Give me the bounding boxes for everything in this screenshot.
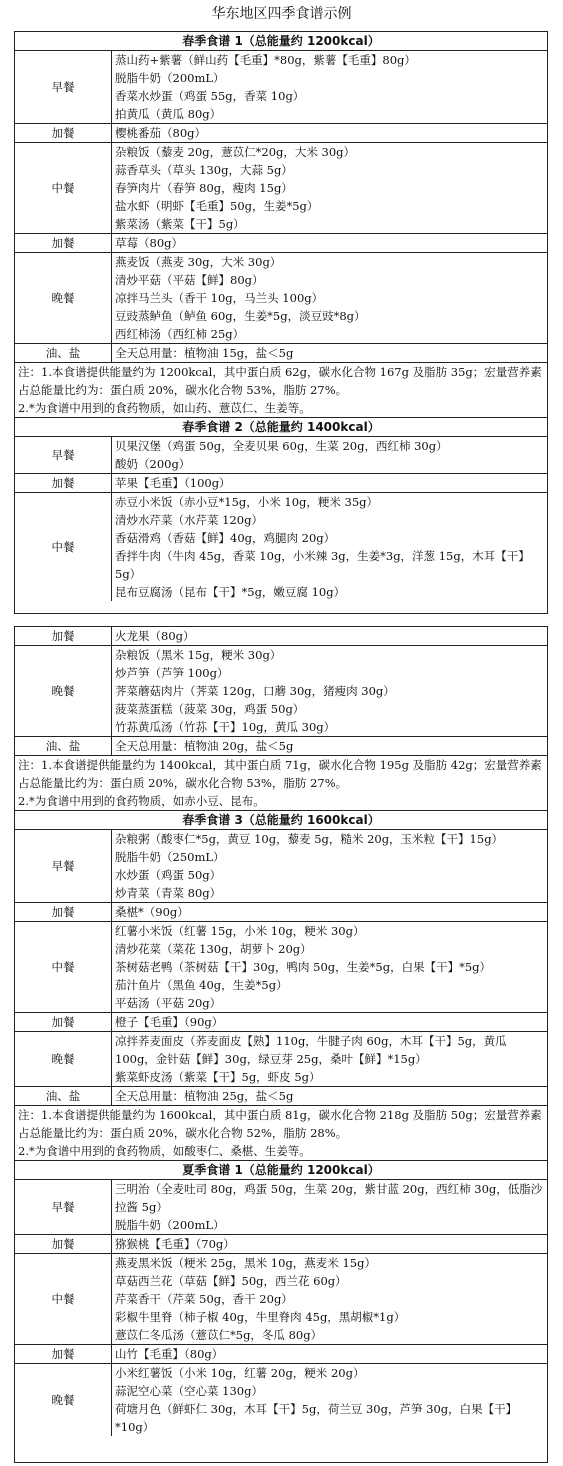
meal-items: [112, 903, 547, 921]
meal-item: 荠菜蘑菇肉片（荠菜 120g，口蘑 30g，猪瘦肉 30g）: [115, 684, 395, 698]
meal-label: 加餐: [15, 627, 112, 645]
meal-item: 昆布豆腐汤（昆布【干】*5g，嫩豆腐 10g）: [115, 585, 346, 599]
meal-row-lunch: [15, 492, 547, 601]
meal-item: 杂粮饭（藜麦 20g，薏苡仁*20g，大米 30g）: [115, 145, 356, 159]
note-line: 注：1.本食谱提供能量约为 1600kcal，其中蛋白质 81g，碳水化合物 218g 及脂肪 50g；宏量营养素占总能量比约为：蛋白质 20%，碳水化合物 52%，脂肪 28%。: [18, 1108, 542, 1140]
meal-item: 蒸山药+紫薯（鲜山药【毛重】*80g，紫薯【毛重】80g）: [115, 53, 416, 67]
section-header-spring2: 春季食谱 2（总能量约 1400kcal）: [15, 417, 547, 436]
meal-items: [112, 1254, 547, 1344]
meal-row-snack: [15, 902, 547, 921]
meal-items: [112, 474, 547, 492]
meal-item: 火龙果（80g）: [115, 629, 195, 643]
meal-label: 加餐: [15, 1013, 112, 1031]
meal-item: 全天总用量：植物油 20g，盐＜5g: [115, 739, 294, 753]
page-title: 华东地区四季食谱示例: [211, 6, 352, 22]
meal-item: 彩椒牛里脊（柿子椒 40g，牛里脊肉 45g，黑胡椒*1g）: [115, 1310, 406, 1324]
meal-label: 加餐: [15, 474, 112, 492]
meal-label: 油、盐: [15, 1087, 112, 1105]
meal-row-snack: [15, 1344, 547, 1363]
meal-row-breakfast: [15, 1179, 547, 1234]
meal-items: [112, 344, 547, 362]
meal-item: 西红柿汤（西红柿 25g）: [115, 327, 245, 341]
meal-items: [112, 1235, 547, 1253]
meal-label: 加餐: [15, 1345, 112, 1363]
meal-item: 贝果汉堡（鸡蛋 50g，全麦贝果 60g，生菜 20g，西红柿 30g）: [115, 439, 448, 453]
meal-item: 荷塘月色（鲜虾仁 30g，木耳【干】5g，荷兰豆 30g，芦笋 30g，白果【干】*10g）: [115, 1402, 518, 1434]
meal-row-snack: [15, 627, 547, 645]
meal-items: [112, 646, 547, 736]
meal-label: 中餐: [15, 1254, 112, 1344]
meal-item: 全天总用量：植物油 25g，盐＜5g: [115, 1089, 294, 1103]
meal-label: 加餐: [15, 903, 112, 921]
meal-items: [112, 51, 547, 123]
menu-table-part-1: [14, 31, 548, 614]
meal-item: 三明治（全麦吐司 80g，鸡蛋 50g，生菜 20g，紫甘蓝 20g，西红柿 30g，低脂沙拉酱 5g）: [115, 1182, 543, 1214]
meal-row-breakfast: [15, 50, 547, 123]
meal-items: [112, 737, 547, 755]
meal-label: 晚餐: [15, 1032, 112, 1086]
meal-item: 杂粮粥（酸枣仁*5g，黄豆 10g，藜麦 5g，糙米 20g，玉米粒【干】15g）: [115, 832, 504, 846]
meal-item: 山竹【毛重】（80g）: [115, 1347, 224, 1361]
meal-item: 樱桃番茄（80g）: [115, 126, 206, 140]
meal-items: [112, 830, 547, 902]
section-header-spring3: 春季食谱 3（总能量约 1600kcal）: [15, 810, 547, 829]
meal-items: [112, 1345, 547, 1363]
meal-row-snack: [15, 473, 547, 492]
note-line: 2.*为食谱中用到的食药物质，如赤小豆、昆布。: [18, 794, 265, 808]
meal-item: 竹荪黄瓜汤（竹荪【干】10g，黄瓜 30g）: [115, 720, 336, 734]
meal-row-snack: [15, 1012, 547, 1031]
meal-row-dinner: [15, 252, 547, 343]
section-header-summer1: 夏季食谱 1（总能量约 1200kcal）: [15, 1160, 547, 1179]
meal-row-lunch: [15, 142, 547, 233]
meal-item: 薏苡仁冬瓜汤（薏苡仁*5g，冬瓜 80g）: [115, 1328, 323, 1342]
meal-items: [112, 1013, 547, 1031]
note-line: 注：1.本食谱提供能量约为 1400kcal，其中蛋白质 71g，碳水化合物 195g 及脂肪 42g；宏量营养素占总能量比约为：蛋白质 20%，碳水化合物 53%，脂肪 27%。: [18, 758, 542, 790]
meal-item: 盐水虾（明虾【毛重】50g，生姜*5g）: [115, 199, 319, 213]
meal-item: 芹菜香干（芹菜 50g，香干 20g）: [115, 1292, 293, 1306]
meal-row-snack: [15, 233, 547, 252]
meal-item: 茄汁鱼片（黑鱼 40g，生姜*5g）: [115, 978, 288, 992]
meal-label: 加餐: [15, 1235, 112, 1253]
meal-items: [112, 253, 547, 343]
meal-item: 清炒平菇（平菇【鲜】80g）: [115, 273, 264, 287]
meal-items: [112, 437, 547, 473]
meal-item: 赤豆小米饭（赤小豆*15g，小米 10g，粳米 35g）: [115, 495, 379, 509]
meal-items: [112, 1364, 547, 1436]
meal-row-oil-salt: [15, 736, 547, 755]
meal-row-dinner: [15, 1363, 547, 1436]
meal-item: 草莓（80g）: [115, 236, 183, 250]
meal-item: 燕麦黑米饭（粳米 25g，黑米 10g，燕麦米 15g）: [115, 1256, 376, 1270]
meal-items: [112, 1087, 547, 1105]
meal-item: 蒜泥空心菜（空心菜 130g）: [115, 1384, 263, 1398]
meal-item: 凉拌荞麦面皮（荞麦面皮【熟】110g，牛腱子肉 60g，木耳【干】5g，黄瓜 100g，金针菇【鲜】30g，绿豆芽 25g，桑叶【鲜】*15g）: [115, 1034, 507, 1066]
meal-item: 桑椹*（90g）: [115, 905, 189, 919]
meal-label: 早餐: [15, 830, 112, 902]
meal-item: 脱脂牛奶（250mL）: [115, 850, 225, 864]
meal-item: 豆豉蒸鲈鱼（鲈鱼 60g，生姜*5g，淡豆豉*8g）: [115, 309, 366, 323]
menu-table-part-2: [14, 626, 548, 1463]
meal-item: 酸奶（200g）: [115, 457, 191, 471]
section-header-spring1: 春季食谱 1（总能量约 1200kcal）: [182, 34, 380, 48]
meal-item: 春笋肉片（春笋 80g，瘦肉 15g）: [115, 181, 293, 195]
note-line: 2.*为食谱中用到的食药物质，如酸枣仁、桑椹、生姜等。: [18, 1144, 311, 1158]
meal-item: 茶树菇老鸭（茶树菇【干】30g，鸭肉 50g，生姜*5g，白果【干】*5g）: [115, 960, 491, 974]
meal-label: 晚餐: [15, 646, 112, 736]
nutrition-note: [15, 362, 547, 417]
meal-label: 早餐: [15, 437, 112, 473]
meal-label: 早餐: [15, 51, 112, 123]
meal-items: [112, 922, 547, 1012]
meal-item: 蒜香草头（草头 130g，大蒜 5g）: [115, 163, 293, 177]
note-line: 2.*为食谱中用到的食药物质，如山药、薏苡仁、生姜等。: [18, 401, 311, 415]
meal-item: 平菇汤（平菇 20g）: [115, 996, 222, 1010]
meal-items: [112, 124, 547, 142]
meal-item: 紫菜虾皮汤（紫菜【干】5g，虾皮 5g）: [115, 1070, 321, 1084]
meal-items: [112, 627, 547, 645]
meal-item: 脱脂牛奶（200mL）: [115, 1218, 225, 1232]
meal-label: 中餐: [15, 143, 112, 233]
meal-row-breakfast: [15, 829, 547, 902]
meal-item: 紫菜汤（紫菜【干】5g）: [115, 217, 245, 231]
meal-row-snack: [15, 1234, 547, 1253]
meal-item: 清炒水芹菜（水芹菜 120g）: [115, 513, 263, 527]
meal-label: 早餐: [15, 1180, 112, 1234]
meal-items: [112, 1032, 547, 1086]
meal-label: 加餐: [15, 124, 112, 142]
meal-items: [112, 1180, 547, 1234]
meal-item: 香拌牛肉（牛肉 45g，香菜 10g，小米辣 3g，生姜*3g，洋葱 15g，木耳【干】5g）: [115, 549, 530, 581]
meal-row-oil-salt: [15, 343, 547, 362]
meal-item: 猕猴桃【毛重】（70g）: [115, 1237, 235, 1251]
meal-item: 拍黄瓜（黄瓜 80g）: [115, 107, 222, 121]
meal-item: 凉拌马兰头（香干 10g，马兰头 100g）: [115, 291, 324, 305]
meal-item: 燕麦饭（燕麦 30g，大米 30g）: [115, 255, 282, 269]
meal-row-dinner: [15, 645, 547, 736]
nutrition-note: [15, 755, 547, 810]
meal-items: [112, 493, 547, 601]
meal-row-lunch: [15, 921, 547, 1012]
meal-item: 水炒蛋（鸡蛋 50g）: [115, 868, 222, 882]
note-line: 注：1.本食谱提供能量约为 1200kcal，其中蛋白质 62g，碳水化合物 167g 及脂肪 35g；宏量营养素占总能量比约为：蛋白质 20%，碳水化合物 53%，脂肪 27%。: [18, 365, 542, 397]
meal-item: 小米红薯饭（小米 10g，红薯 20g，粳米 20g）: [115, 1366, 365, 1380]
meal-row-breakfast: [15, 436, 547, 473]
meal-item: 香菜水炒蛋（鸡蛋 55g，香菜 10g）: [115, 89, 305, 103]
meal-item: 苹果【毛重】（100g）: [115, 476, 231, 490]
meal-item: 炒青菜（青菜 80g）: [115, 886, 222, 900]
meal-label: 晚餐: [15, 1364, 112, 1436]
meal-label: 油、盐: [15, 344, 112, 362]
meal-items: [112, 143, 547, 233]
meal-label: 加餐: [15, 234, 112, 252]
meal-label: 油、盐: [15, 737, 112, 755]
nutrition-note: [15, 1105, 547, 1160]
meal-item: 全天总用量：植物油 15g，盐＜5g: [115, 346, 294, 360]
meal-item: 脱脂牛奶（200mL）: [115, 71, 225, 85]
meal-label: 晚餐: [15, 253, 112, 343]
meal-item: 红薯小米饭（红薯 15g，小米 10g，粳米 30g）: [115, 924, 365, 938]
meal-item: 橙子【毛重】（90g）: [115, 1015, 224, 1029]
meal-item: 香菇滑鸡（香菇【鲜】40g，鸡腿肉 20g）: [115, 531, 336, 545]
meal-items: [112, 234, 547, 252]
meal-item: 草菇西兰花（草菇【鲜】50g，西兰花 60g）: [115, 1274, 347, 1288]
meal-item: 菠菜蒸蛋糕（菠菜 30g，鸡蛋 50g）: [115, 702, 305, 716]
meal-row-lunch: [15, 1253, 547, 1344]
meal-row-dinner: [15, 1031, 547, 1086]
meal-item: 炒芦笋（芦笋 100g）: [115, 666, 229, 680]
meal-item: 杂粮饭（黑米 15g，粳米 30g）: [115, 648, 282, 662]
meal-label: 中餐: [15, 922, 112, 1012]
meal-label: 中餐: [15, 493, 112, 601]
meal-row-oil-salt: [15, 1086, 547, 1105]
meal-item: 清炒花菜（菜花 130g，胡萝卜 20g）: [115, 942, 312, 956]
meal-row-snack: [15, 123, 547, 142]
